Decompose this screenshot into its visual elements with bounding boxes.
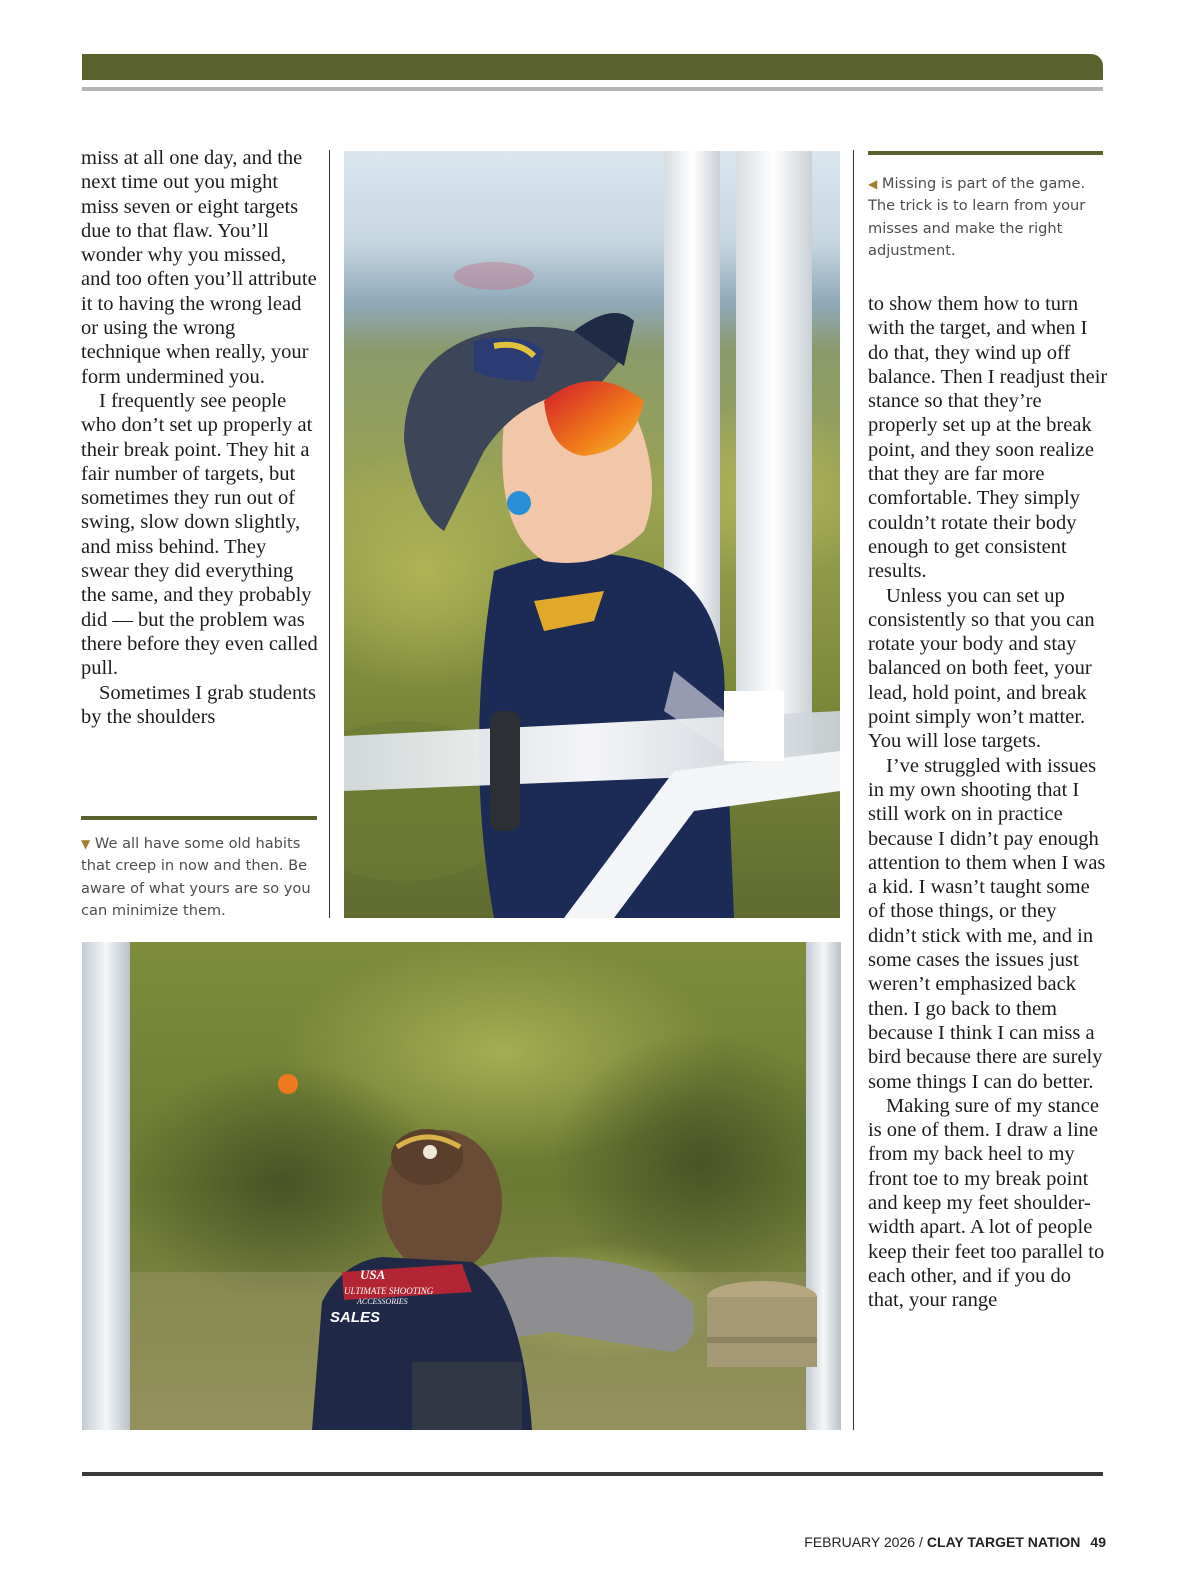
article-column-left: [81, 146, 319, 729]
photo-shooter-looking-up: [344, 151, 840, 918]
article-paragraph: Unless you can set up consistently so that you can rotate your body and stay balanced on both feet, your lead, hold point, and break point simply won’t matter. You will lose targets.: [868, 584, 1095, 753]
article-paragraph: to show them how to turn with the target, and when I do that, they wind up off balance. Then I readjust their stance so that they’re properly set up at the break point, and they soon realize that they are far more comfortable. They simply couldn’t rotate their body enough to get consistent results.: [868, 293, 1108, 583]
photo-shooter-from-behind: [82, 942, 841, 1430]
column-divider-left: [329, 150, 330, 918]
article-column-right: [868, 292, 1108, 1312]
vest-name-text: SALES: [330, 1309, 381, 1326]
header-bar: [82, 54, 1103, 80]
header-rule: [82, 87, 1103, 91]
article-paragraph: I’ve struggled with issues in my own shooting that I still work on in practice because I didn’t pay enough attention to them when I was a kid. I wasn’t taught some of those things, or they didn’t stick with me, and in some cases the issues just weren’t emphasized back then. I go back to them because I think I can miss a bird because there are surely some things I can do better.: [868, 754, 1106, 1093]
magazine-name: CLAY TARGET NATION: [926, 1534, 1081, 1550]
caption-arrow-left-icon: ◀: [868, 177, 878, 191]
vest-brand-text: USA: [360, 1267, 386, 1282]
article-paragraph: Making sure of my stance is one of them. I draw a line from my back heel to my front toe to my break point and keep my feet shoulder-width apart. A lot of people keep their feet too parallel to each other, and if you do that, your range: [868, 1094, 1105, 1312]
vest-line1-text: ULTIMATE SHOOTING: [344, 1286, 434, 1296]
vest-line2-text: ACCESSORIES: [357, 1297, 408, 1306]
footer-rule: [82, 1472, 1103, 1476]
caption-arrow-down-icon: ▼: [81, 837, 91, 851]
page-number: 49: [1090, 1534, 1106, 1550]
caption-rule-bottom-left: [81, 816, 317, 820]
footer-separator: /: [919, 1534, 923, 1550]
column-divider-right: [853, 150, 854, 1430]
caption-text: We all have some old habits that creep in now and then. Be aware of what yours are so you can minimize them.: [81, 835, 311, 919]
article-paragraph: I frequently see people who don’t set up properly at their break point. They hit a fair number of targets, but sometimes they run out of swing, slow down slightly, and miss behind. They swear they did everything the same, and they probably did — but the problem was there before they even called pull.: [81, 389, 318, 680]
page-footer: [804, 1534, 1106, 1550]
caption-rule-top-right: [868, 151, 1103, 155]
caption-bottom-left: [81, 833, 321, 922]
caption-top-right: [868, 173, 1108, 262]
caption-text: Missing is part of the game. The trick is to learn from your misses and make the right adjustment.: [868, 175, 1086, 259]
issue-date: FEBRUARY 2026: [804, 1534, 916, 1550]
article-paragraph: Sometimes I grab students by the shoulders: [81, 681, 316, 728]
article-paragraph: miss at all one day, and the next time out you might miss seven or eight targets due to that flaw. You’ll wonder why you missed, and too often you’ll attribute it to having the wrong lead or using the wrong technique when really, your form undermined you.: [81, 147, 317, 388]
